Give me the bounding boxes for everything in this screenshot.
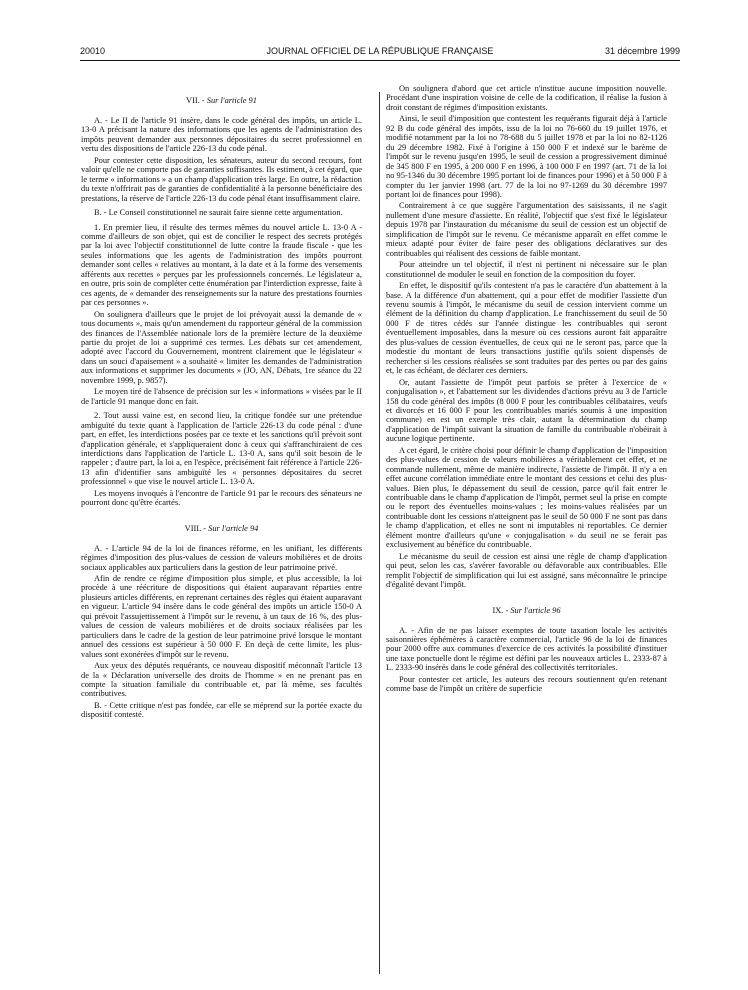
- journal-title: JOURNAL OFFICIEL DE LA RÉPUBLIQUE FRANÇAISE: [266, 46, 494, 56]
- paragraph: A. - L'article 94 de la loi de finances réforme, en les unifiant, les différents régimes d'imposition des plus-values de cession de valeurs mobilières et de droits sociaux applicables aux particuliers dans la gestion de leur patrimoine privé.: [81, 543, 362, 572]
- paragraph: Ainsi, le seuil d'imposition que contestent les requérants figurait déjà à l'article 92 B du code général des impôts, issu de la loi no 76-660 du 19 juillet 1976, et modifié notamment par la loi no 78-688 du 5 juillet 1978 et par la loi no 82-1126 du 29 décembre 1982. Fixé à l'origine à 150 000 F et indexé sur le barème de l'impôt sur le revenu jusqu'en 1995, le seuil de cession a progressivement diminué de 345 800 F en 1995, à 200 000 F en 1996, à 100 000 F en 1997 (art. 71 de la loi no 95-1346 du 30 décembre 1995 portant loi de finances pour 1996) et à 50 000 F à compter du 1er janvier 1998 (art. 77 de la loi no 97-1269 du 30 décembre 1997 portant loi de finances pour 1998).: [386, 114, 667, 199]
- paragraph: Pour atteindre un tel objectif, il n'est ni pertinent ni nécessaire sur le plan constitutionnel de moduler le seuil en fonction de la composition du foyer.: [386, 260, 667, 279]
- paragraph: Pour contester cet article, les auteurs des recours soutiennent qu'en retenant comme base de l'impôt un critère de superficie: [386, 674, 667, 694]
- paragraph: Le moyen tiré de l'absence de précision sur les « informations » visées par le II de l'article 91 manque donc en fait.: [81, 387, 362, 406]
- paragraph: Le mécanisme du seuil de cession est ainsi une règle de champ d'application qui peut, selon les cas, s'avérer favorable ou défavorable aux contribuables. Elle remplit l'objectif de simplification qui lui est assigné, sans méconnaître le principe d'égalité devant l'impôt.: [386, 551, 667, 590]
- section-title-vii: [81, 96, 362, 106]
- issue-date: 31 décembre 1999: [604, 46, 680, 56]
- paragraph: Afin de rendre ce régime d'imposition plus simple, et plus accessible, la loi procède à une réécriture de dispositions qui étaient auparavant réparties entre plusieurs articles différents, en reprenant certaines des règles qui étaient auparavant en vigueur. L'article 94 insère dans le code général des impôts un article 150-0 A qui prévoit l'assujettissement à l'impôt sur le revenu, à un taux de 16 %, des plus-values de cession de valeurs mobilières et de droits sociaux réalisées par les particuliers dans le cadre de la gestion de leur patrimoine privé lorsque le montant annuel des cessions est supérieur à 50 000 F. En deçà de cette limite, les plus-values sont exonérées d'impôt sur le revenu.: [81, 574, 362, 659]
- section-title-ix: [386, 606, 667, 616]
- paragraph: 1. En premier lieu, il résulte des termes mêmes du nouvel article L. 13-0 A - comme d'ailleurs de son objet, qui est de concilier le respect des secrets protégés par la loi avec l'objectif constitutionnel de lutte contre la fraude fiscale - que les seules informations que les agents de l'administration des impôts pourront demander sont celles « relatives au montant, à la date et à la forme des versements afférents aux recettes » perçues par les professionnels concernés. Le législateur a, en outre, pris soin de compléter cette énumération par l'interdiction expresse, faite à ces agents, de « demander des renseignements sur la nature des prestations fournies par ces personnes ».: [81, 222, 362, 308]
- paragraph: B. - Le Conseil constitutionnel ne saurait faire sienne cette argumentation.: [94, 208, 343, 218]
- paragraph: 2. Tout aussi vaine est, en second lieu, la critique fondée sur une prétendue ambiguïté du texte quant à l'application de l'article 226-13 du code pénal : d'une part, en effet, les interdictions posées par ce texte et les sanctions qu'il prévoit sont d'application générale, et s'appliqueraient donc à ceux qui s'affranchiraient de ces interdictions dans l'application de l'article L. 13-0 A, sans qu'il soit besoin de le rappeler ; d'autre part, la loi a, en l'espèce, précisément fait référence à l'article 226-13 afin d'identifier sans ambiguïté les « personnes dépositaires du secret professionnel » que vise le nouvel article L. 13-0 A.: [81, 411, 362, 487]
- paragraph: A. - Afin de ne pas laisser exemptes de toute taxation locale les activités saisonnières éphémères à caractère commercial, l'article 96 de la loi de finances pour 2000 offre aux communes d'exercice de ces activités la possibilité d'instituer une taxe ponctuelle dont le régime est défini par les nouveaux articles L. 2333-87 à L. 2333-90 insérés dans le code général des collectivités territoriales.: [386, 625, 667, 673]
- section-title-text: Sur l'article 94: [208, 523, 259, 533]
- section-title-prefix: VIII. -: [184, 523, 209, 533]
- paragraph: Pour contester cette disposition, les sénateurs, auteur du second recours, font valoir qu'elle ne comporte pas de garanties suffisantes. Ils estiment, à cet égard, que le terme « informations » a un champ d'application très large. En outre, la rédaction du texte n'offrirait pas de garanties de confidentialité à la personne bénéficiaire des prestations, la réserve de l'article 226-13 du code pénal étant insuffisamment claire.: [81, 155, 362, 203]
- paragraph: On soulignera d'abord que cet article n'institue aucune imposition nouvelle. Procédant d'une inspiration voisine de celle de la codification, il réalise la fusion à droit constant de régimes d'imposition existants.: [386, 84, 667, 112]
- paragraph: Contrairement à ce que suggère l'argumentation des saisissants, il ne s'agit nullement d'une mesure d'assiette. En réalité, l'objectif que s'est fixé le législateur depuis 1978 par l'instauration du mécanisme du seuil de cession est un objectif de simplification de l'impôt sur le revenu. Ce mécanisme apparaît en effet comme le mieux adapté pour éviter de faire peser des obligations déclaratives sur des contribuables qui réalisent des cessions de faible montant.: [386, 201, 667, 258]
- page-number: 20010: [80, 46, 106, 56]
- right-column: [386, 84, 667, 974]
- paragraph: On soulignera d'ailleurs que le projet de loi prévoyait aussi la demande de « tous documents », mais qu'un amendement du rapporteur général de la commission des finances de l'Assemblée nationale lors de la première lecture de la deuxième partie du projet de loi a supprimé ces termes. Les débats sur cet amendement, adopté avec l'accord du Gouvernement, montrent clairement que le législateur « dans un souci d'apaisement » a souhaité « limiter les demandes de l'administration aux informations et supprimer les documents » (JO, AN, Débats, 1re séance du 22 novembre 1999, p. 9857).: [81, 309, 362, 385]
- left-column: [81, 84, 362, 974]
- paragraph: En effet, le dispositif qu'ils contestent n'a pas le caractère d'un abattement à la base. A la différence d'un abattement, qui a pour effet de modifier l'assiette d'un revenu soumis à l'impôt, le mécanisme du seuil de cession intervient comme un élément de la définition du champ d'application. Le franchissement du seuil de 50 000 F de titres cédés sur l'année distingue les contribuables qui seront éventuellement imposables, dans la mesure où ces cessions auront fait apparaître des plus-values de cession éventuelles, de ceux qui ne le seront pas, parce que la modestie du montant de leurs transactions justifie qu'ils soient dispensés de rechercher si les cessions réalisées se sont traduites par des pertes ou par des gains et, le cas échéant, de déclarer ces derniers.: [386, 281, 667, 376]
- section-title-text: Sur l'article 91: [206, 96, 257, 105]
- section-title-prefix: VII. -: [186, 96, 207, 105]
- header-rule: [80, 60, 680, 61]
- paragraph: A. - Le II de l'article 91 insère, dans le code général des impôts, un article L. 13-0 A précisant la nature des informations que les agents de l'administration des impôts peuvent demander aux personnes dépositaires du secret professionnel en vertu des dispositions de l'article 226-13 du code pénal.: [81, 116, 362, 154]
- section-title-prefix: IX. -: [492, 605, 511, 615]
- page-header: [80, 44, 680, 60]
- paragraph: Les moyens invoqués à l'encontre de l'article 91 par le recours des sénateurs ne pourront donc qu'être écartés.: [81, 488, 362, 508]
- paragraph: A cet égard, le critère choisi pour définir le champ d'application de l'imposition des plus-values de cession de valeurs mobilières a véritablement cet effet, et ne commande nullement, même de manière indirecte, l'assiette de l'impôt. Il n'y a en effet aucune corrélation immédiate entre le montant des cessions et celui des plus-values. Bien plus, le dépassement du seuil de cession, parce qu'il fait entrer le contribuable dans le champ d'application de l'impôt, permet seul la prise en compte ou le report des éventuelles moins-values ; les moins-values réalisées par un contribuable dont les cessions n'atteignent pas le seuil de 50 000 F ne sont pas dans le champ d'application, et elles ne sont ni imputables ni reportables. Ce dernier élément montre d'ailleurs qu'une « conjugalisation » du seuil ne se ferait pas exclusivement au bénéfice du contribuable.: [386, 445, 667, 550]
- paragraph: B. - Cette critique n'est pas fondée, car elle se méprend sur la portée exacte du dispositif contesté.: [81, 700, 362, 720]
- paragraph: Aux yeux des députés requérants, ce nouveau dispositif méconnaît l'article 13 de la « Déclaration universelle des droits de l'homme » en ne prenant pas en compte la situation familiale du contribuable et, par là même, ses facultés contributives.: [81, 661, 362, 699]
- section-title-text: Sur l'article 96: [510, 605, 561, 615]
- column-separator: [379, 92, 380, 974]
- section-title-viii: [81, 524, 362, 534]
- paragraph: Or, autant l'assiette de l'impôt peut parfois se prêter à l'exercice de « conjugalisation », et l'abattement sur les dividendes d'actions prévu au 3 de l'article 158 du code général des impôts (8 000 F pour les contribuables célibataires, veufs et divorcés et 16 000 F pour les contribuables mariés soumis à une imposition commune) en est un exemple très clair, autant la détermination du champ d'application de l'impôt suivant la situation de famille du contribuable n'obéirait à aucune logique pertinente.: [386, 377, 667, 444]
